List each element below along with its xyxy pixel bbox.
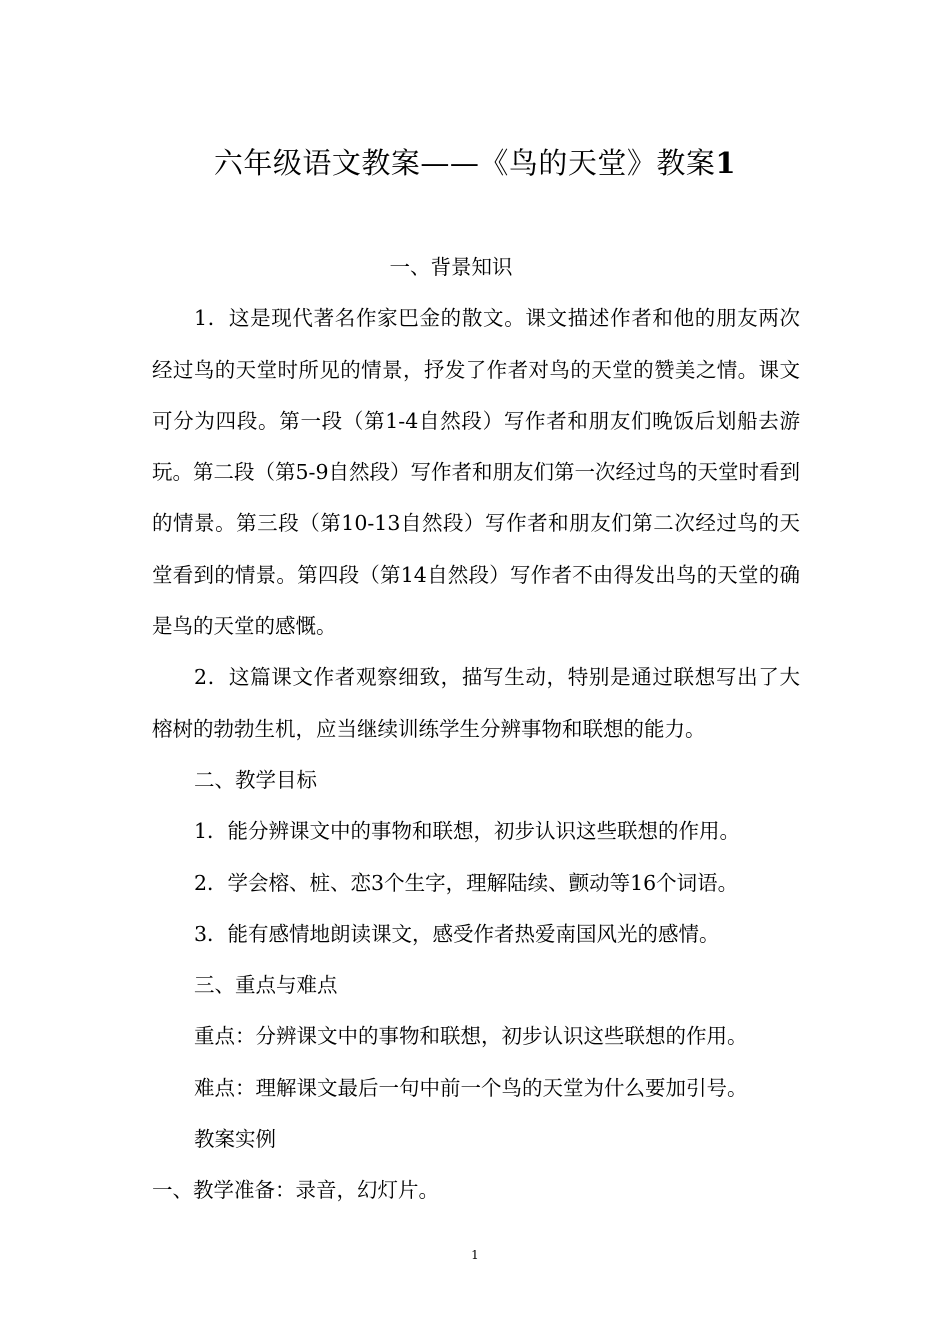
goal-item-1: 1．能分辨课文中的事物和联想，初步认识这些联想的作用。 [194,819,741,844]
goal-item-2: 2．学会榕、桩、恋3个生字，理解陆续、颤动等16个词语。 [194,870,739,895]
page-number: 1 [471,1248,479,1262]
section-heading-preparation: 一、教学准备：录音，幻灯片。 [152,1178,439,1203]
title-text: 六年级语文教案——《鸟的天堂》教案 [213,146,716,181]
paragraph-background-2: 2．这篇课文作者观察细致，描写生动，特别是通过联想写出了大榕树的勃勃生机，应当继续训练学生分辨事物和联想的能力。 [152,665,800,741]
paragraph-background-1: 1．这是现代著名作家巴金的散文。课文描述作者和他的朋友两次经过鸟的天堂时所见的情景，抒发了作者对鸟的天堂的赞美之情。课文可分为四段。第一段（第1-4自然段）写作者和朋友们晚饭后划船去游玩。第二段（第5-9自然段）写作者和朋友们第一次经过鸟的天堂时看到的情景。第三段（第10-13自然段）写作者和朋友们第二次经过鸟的天堂看到的情景。第四段（第14自然段）写作者不由得发出鸟的天堂的确是鸟的天堂的感慨。 [152,306,801,639]
goal-item-3: 3．能有感情地朗读课文，感受作者热爱南国风光的感情。 [194,921,720,946]
title-number: 1 [715,146,737,181]
key-point: 重点：分辨课文中的事物和联想，初步认识这些联想的作用。 [194,1024,748,1049]
document-title [0,141,950,185]
document-body [152,242,800,1217]
section-heading-background: 一、背景知识 [389,255,513,279]
difficult-point: 难点：理解课文最后一句中前一个鸟的天堂为什么要加引号。 [194,1075,748,1100]
section-heading-goals: 二、教学目标 [194,767,317,792]
section-heading-key-points: 三、重点与难点 [194,973,338,998]
section-heading-example: 教案实例 [194,1127,276,1152]
